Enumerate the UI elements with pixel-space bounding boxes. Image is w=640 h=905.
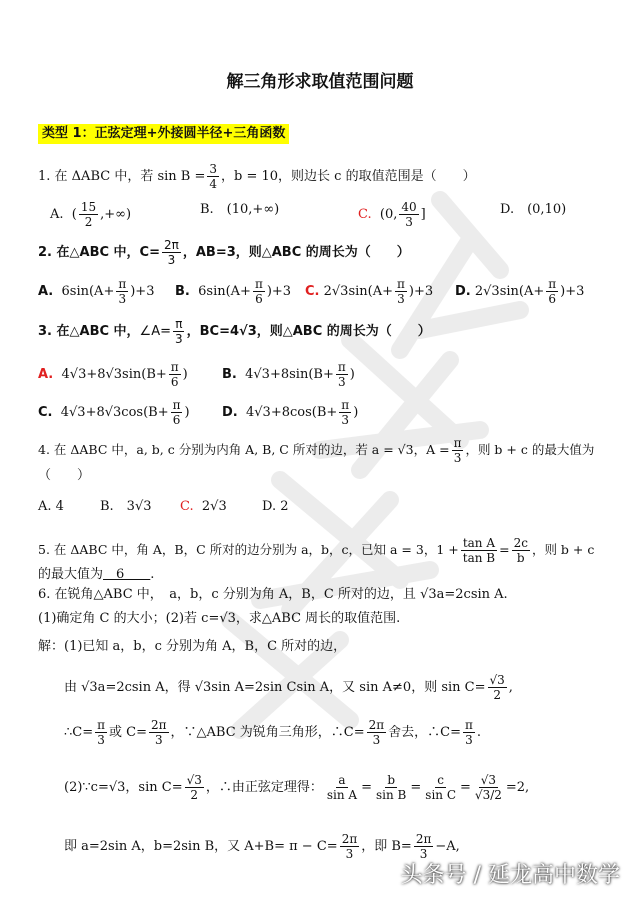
question-3-option-c: C. 4√3+8√3cos(B+ $\frac{\pi}{6}$ )	[38, 398, 190, 427]
question-2-stem: 2. 在△ABC 中，C= $\frac{2\pi}{3}$ ，AB=3，则△ABC 的周长为（ ）	[38, 238, 410, 267]
question-4-option-a: A. 4	[38, 499, 64, 514]
question-4-paren: （ ）	[38, 468, 91, 483]
question-2-option-a: A. 6sin(A+ $\frac{\pi}{3}$ )+3	[38, 277, 155, 306]
question-5-answer: 6	[103, 567, 151, 582]
question-3-option-a: A. 4√3+8√3sin(B+ $\frac{\pi}{6}$ )	[38, 360, 188, 389]
question-1-option-d: D. (0,10)	[500, 202, 567, 217]
question-4-option-b: B. 3√3	[100, 499, 152, 514]
question-5-stem: 5. 在 ΔABC 中，角 A，B，C 所对的边分别为 a，b，c，已知 a = 3，1 + $\frac{\text{tan A}}{\text{tan B}}$ = $\frac{2c}{b}$ ，则 b + c	[38, 536, 595, 565]
question-1-stem: 1. 在 ΔABC 中，若 sin B = $\frac{3}{4}$ ，b = 10，则边长 c 的取值范围是（ ）	[38, 162, 476, 191]
type-label: 类型 1：正弦定理+外接圆半径+三角函数	[38, 124, 289, 144]
question-3-option-d: D. 4√3+8cos(B+ $\frac{\pi}{3}$ )	[222, 398, 359, 427]
solution-line-1: 解：(1)已知 a，b，c 分别为角 A，B，C 所对的边，	[38, 639, 347, 654]
question-2-option-c: C. 2√3sin(A+ $\frac{\pi}{3}$ )+3	[305, 277, 434, 306]
solution-line-5: 即 a=2sin A，b=2sin B，又 A+B= π − C= $\frac{2\pi}{3}$ ，即 B= $\frac{2\pi}{3}$ −A,	[64, 832, 460, 861]
page-title: 解三角形求取值范围问题	[226, 72, 414, 92]
question-2-option-b: B. 6sin(A+ $\frac{\pi}{6}$ )+3	[175, 277, 292, 306]
solution-line-3: ∴C= $\frac{\pi}{3}$ 或 C= $\frac{2\pi}{3}$ ，∵△ABC 为锐角三角形，∴C= $\frac{2\pi}{3}$ 舍去，∴C= $\frac{\pi}{3}$ .	[64, 718, 482, 747]
question-5-line-2: 的最大值为 6 .	[38, 567, 155, 582]
question-1-option-a: A. ( $\frac{15}{2}$ ,+∞)	[50, 200, 132, 229]
question-4-option-d: D. 2	[262, 499, 289, 514]
question-3-option-b: B. 4√3+8sin(B+ $\frac{\pi}{3}$ )	[222, 360, 355, 389]
question-1-option-b: B. (10,+∞)	[200, 202, 280, 217]
question-4-option-c: C. 2√3	[180, 499, 227, 514]
question-3-stem: 3. 在△ABC 中，∠A= $\frac{\pi}{3}$ ，BC=4√3，则△ABC 的周长为（ ）	[38, 317, 431, 346]
question-6-subquestions: (1)确定角 C 的大小；(2)若 c=√3，求△ABC 周长的取值范围.	[38, 611, 401, 626]
solution-line-2: 由 √3a=2csin A，得 √3sin A=2sin Csin A，又 sin A≠0，则 sin C= $\frac{√3}{2}$ ,	[64, 673, 513, 702]
question-2-option-d: D. 2√3sin(A+ $\frac{\pi}{6}$ )+3	[455, 277, 585, 306]
question-6-stem: 6. 在锐角△ABC 中， a，b，c 分别为角 A，B，C 所对的边，且 √3a=2csin A.	[38, 587, 508, 602]
footer-watermark-text: 头条号 / 延龙高中数学	[400, 863, 620, 888]
question-1-option-c: C. (0, $\frac{40}{3}$ ]	[358, 200, 426, 229]
solution-line-4: (2)∵c=√3，sin C= $\frac{√3}{2}$ ，∴由正弦定理得： $\frac{a}{\text{sin A}}$ = $\frac{b}{\text{sin B}}$ = $\frac{c}{\text{sin C}}$ = $\frac{√3}{√3/2}$ =2,	[64, 773, 530, 802]
fraction: $\frac{3}{4}$	[209, 162, 218, 191]
question-4-stem: 4. 在 ΔABC 中，a, b, c 分别为内角 A, B, C 所对的边，若 a = √3，A = $\frac{\pi}{3}$ ，则 b + c 的最大值为	[38, 436, 595, 465]
